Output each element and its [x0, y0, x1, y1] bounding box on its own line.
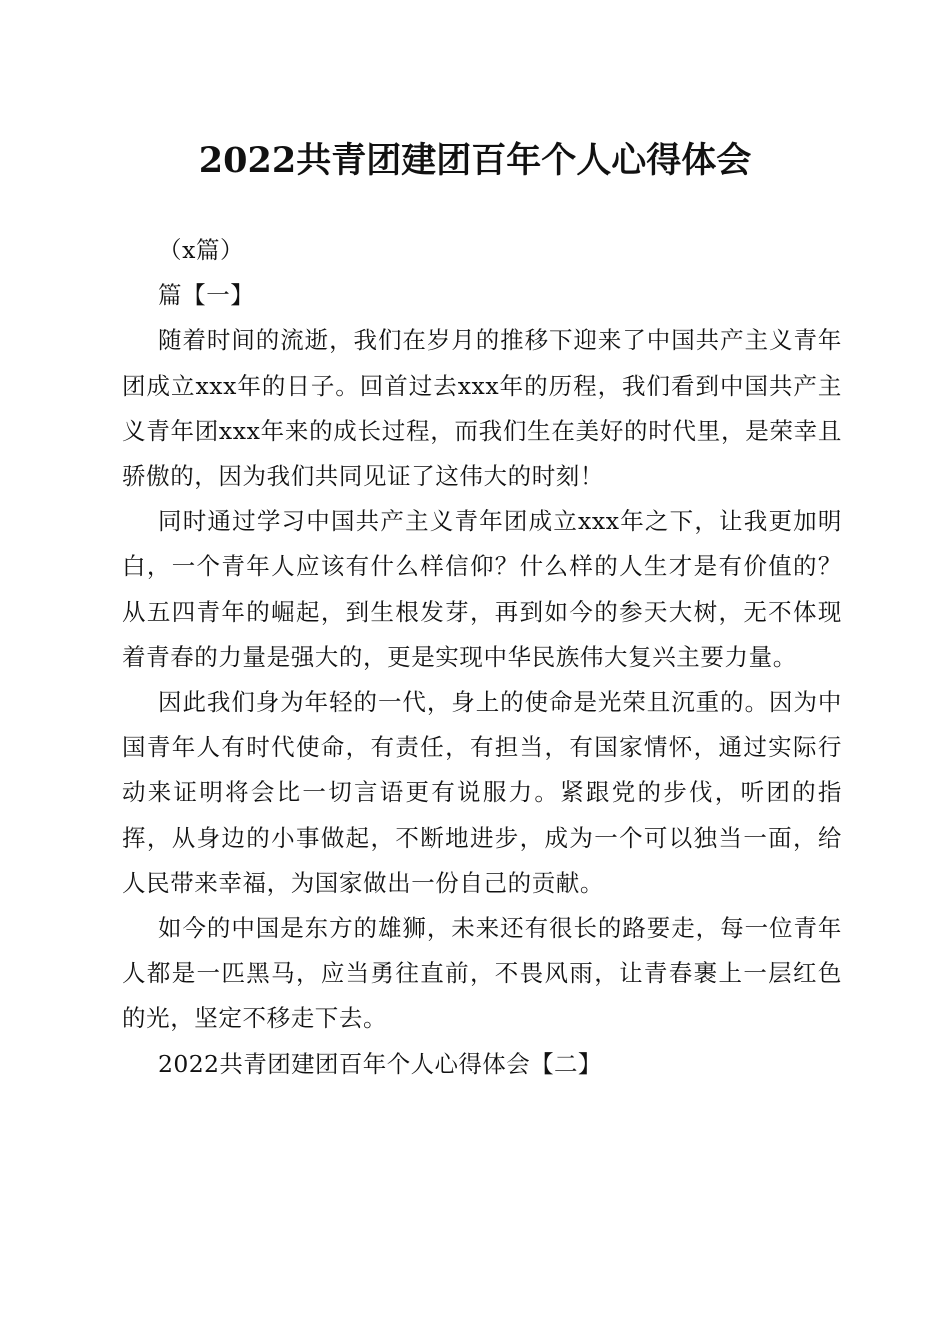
part-one-label: 篇【一】	[158, 281, 255, 310]
document-body	[122, 228, 842, 1087]
paragraph-2: 同时通过学习中国共产主义青年团成立xxx年之下，让我更加明白，一个青年人应该有什么样信仰？什么样的人生才是有价值的？从五四青年的崛起，到生根发芽，再到如今的参天大树，无不体现着青春的力量是强大的，更是实现中华民族伟大复兴主要力量。	[122, 507, 842, 671]
paragraph-4: 如今的中国是东方的雄狮，未来还有很长的路要走，每一位青年人都是一匹黑马，应当勇往直前，不畏风雨，让青春裹上一层红色的光，坚定不移走下去。	[122, 914, 842, 1033]
part-two-heading: 2022共青团建团百年个人心得体会【二】	[158, 1049, 602, 1078]
paragraph-1: 随着时间的流逝，我们在岁月的推移下迎来了中国共产主义青年团成立xxx年的日子。回首过去xxx年的历程，我们看到中国共产主义青年团xxx年来的成长过程，而我们生在美好的时代里，是荣幸且骄傲的，因为我们共同见证了这伟大的时刻！	[122, 326, 842, 491]
count-note: （x篇）	[158, 236, 245, 264]
paragraph-3: 因此我们身为年轻的一代，身上的使命是光荣且沉重的。因为中国青年人有时代使命，有责任，有担当，有国家情怀，通过实际行动来证明将会比一切言语更有说服力。紧跟党的步伐，听团的指挥，从身边的小事做起，不断地进步，成为一个可以独当一面，给人民带来幸福，为国家做出一份自己的贡献。	[122, 688, 842, 897]
document-title: 2022共青团建团百年个人心得体会	[198, 140, 752, 181]
